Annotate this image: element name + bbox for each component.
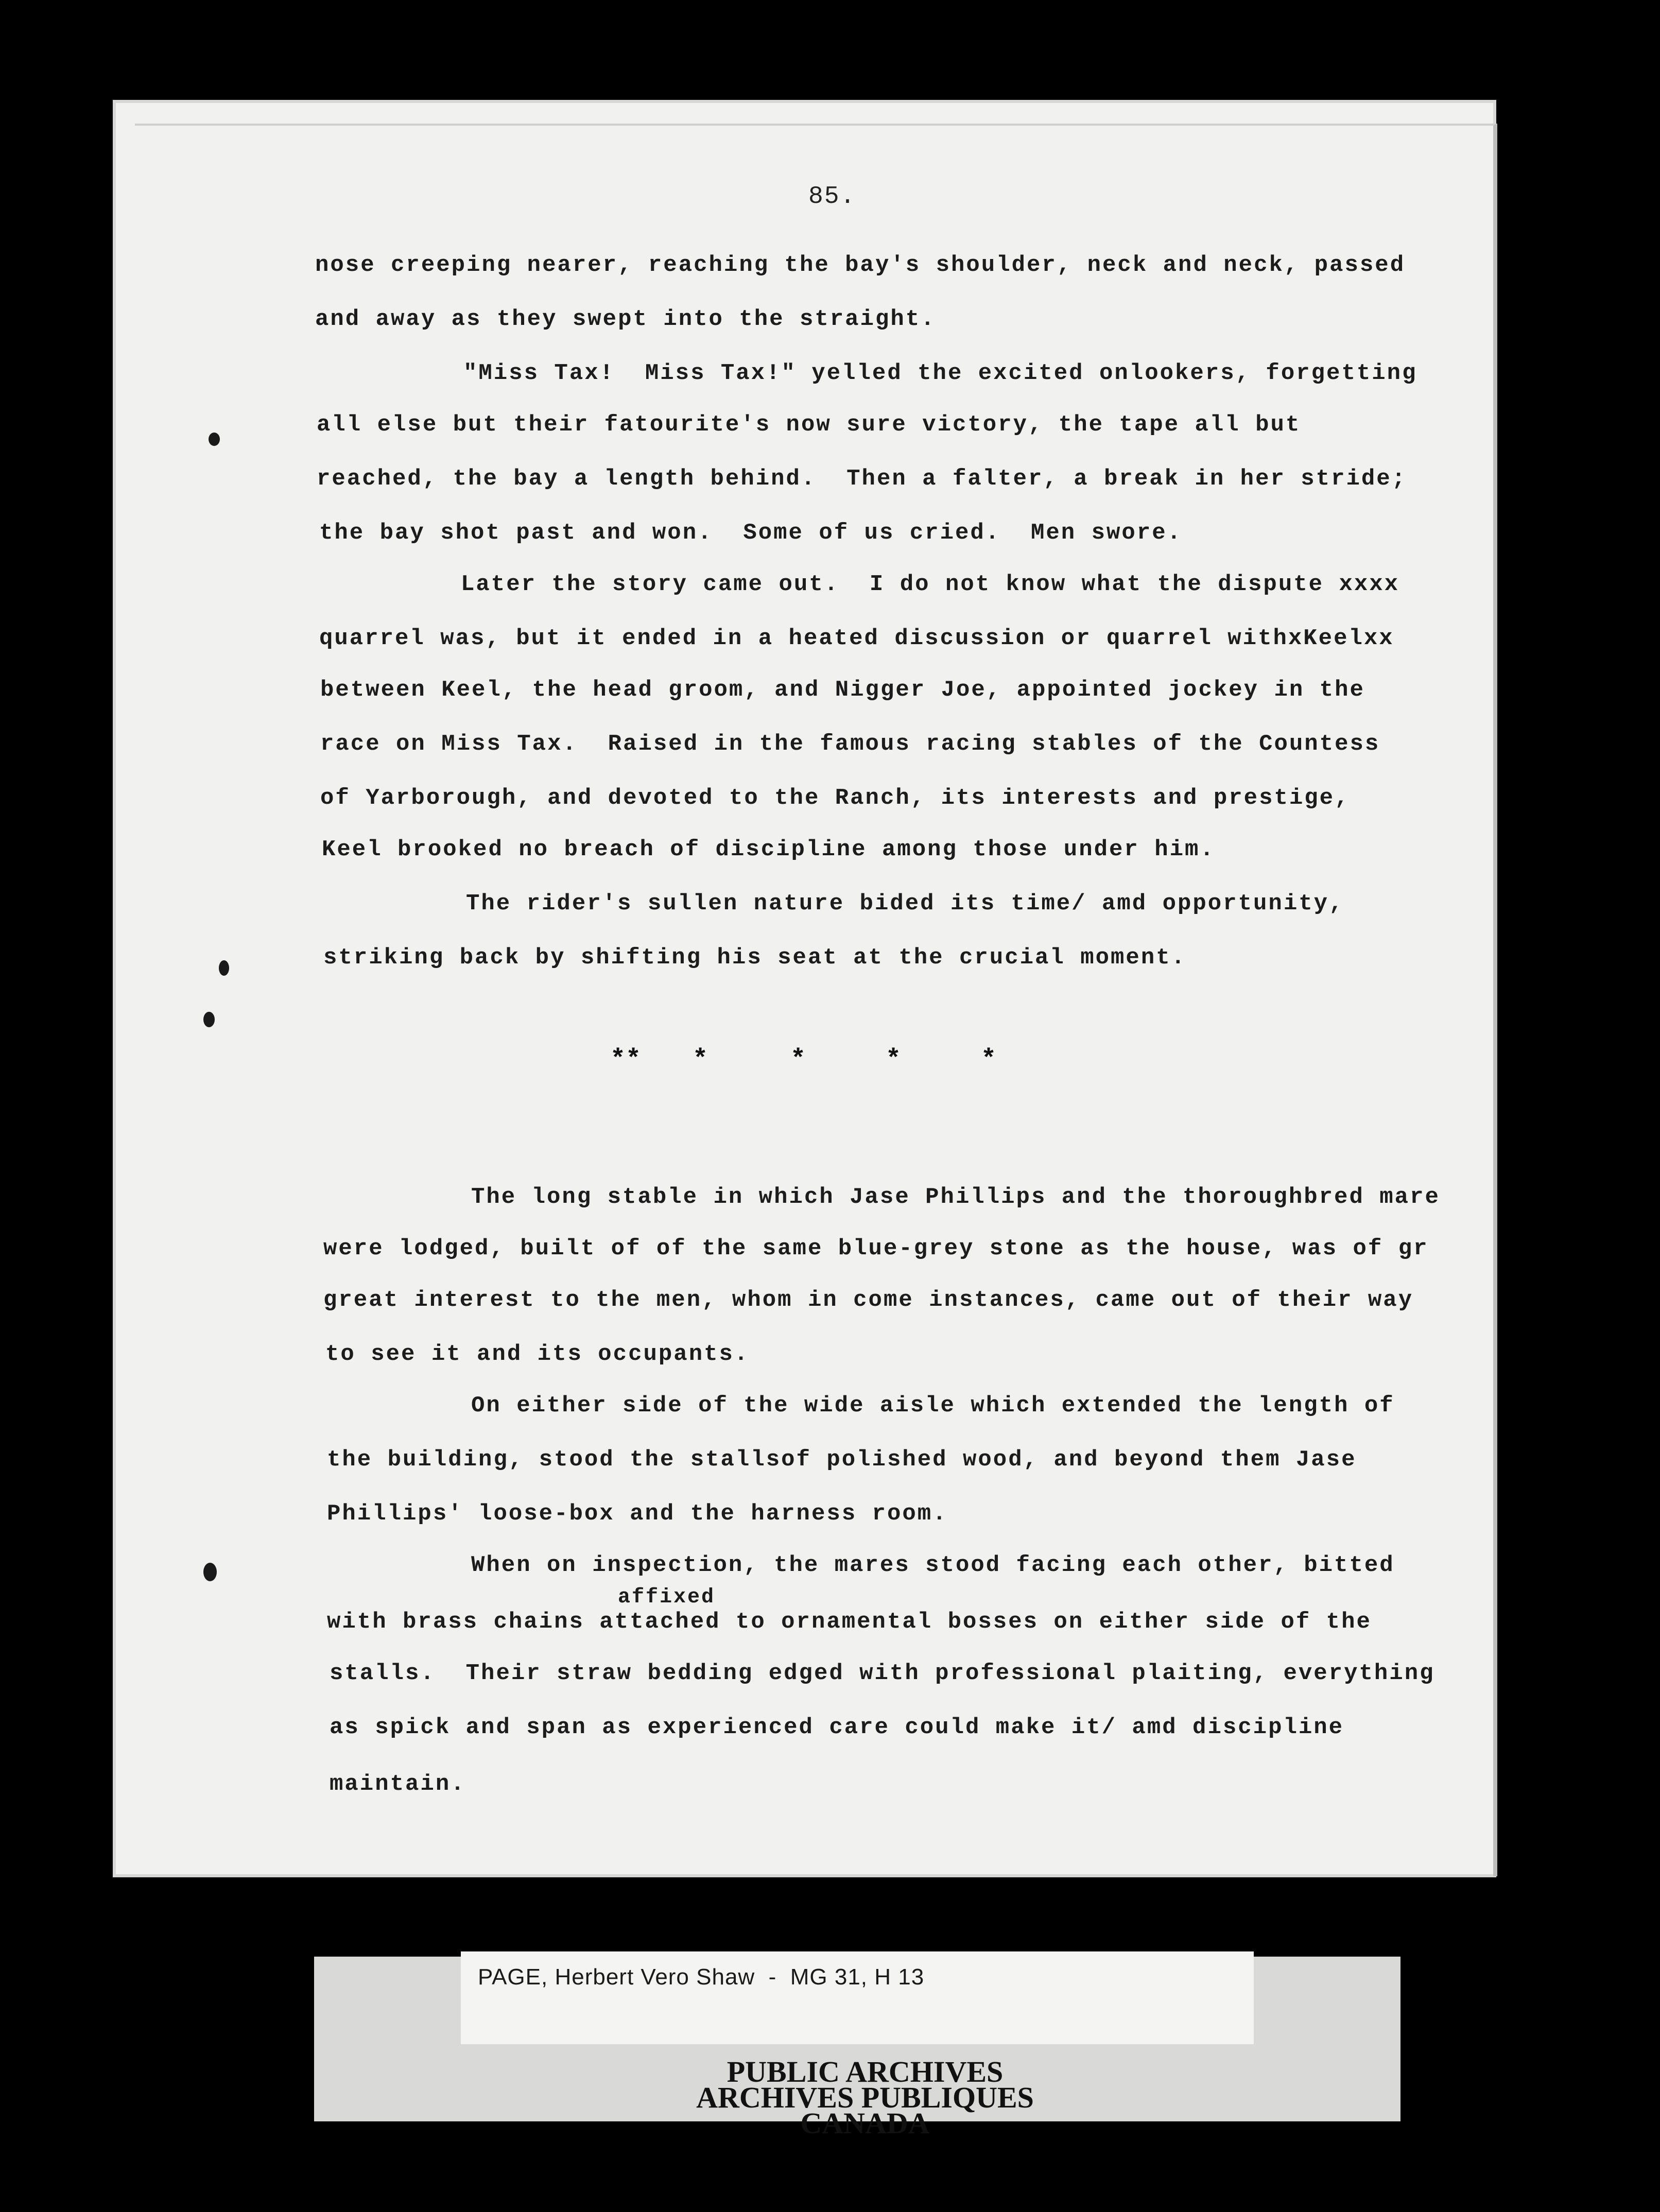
binding-hole-mark bbox=[203, 1563, 217, 1581]
text-line: Phillips' loose-box and the harness room. bbox=[327, 1501, 948, 1527]
text-line: between Keel, the head groom, and Nigger Joe, appointed jockey in the bbox=[320, 677, 1365, 703]
section-break-star: * bbox=[693, 1045, 708, 1075]
text-line: maintain. bbox=[330, 1771, 466, 1797]
text-line: The rider's sullen nature bided its time/ amd opportunity, bbox=[466, 891, 1344, 917]
section-break-star: * bbox=[886, 1045, 902, 1075]
binding-hole-mark bbox=[203, 1012, 215, 1027]
text-line: race on Miss Tax. Raised in the famous racing stables of the Countess bbox=[320, 731, 1380, 757]
archive-stamp-line: PUBLIC ARCHIVES bbox=[727, 2055, 1004, 2088]
text-line: Keel brooked no breach of discipline among those under him. bbox=[322, 837, 1215, 862]
interlinear-insertion: affixed bbox=[618, 1586, 716, 1609]
text-line: stalls. Their straw bedding edged with professional plaiting, everything bbox=[330, 1661, 1435, 1686]
text-line: great interest to the men, whom in come instances, came out of their way bbox=[323, 1287, 1414, 1313]
binding-hole-mark bbox=[219, 960, 229, 976]
archive-stamp-line: CANADA bbox=[800, 2106, 930, 2140]
text-line: reached, the bay a length behind. Then a falter, a break in her stride; bbox=[317, 466, 1407, 492]
section-break-star: ** bbox=[610, 1045, 642, 1075]
text-line: all else but their fatourite's now sure victory, the tape all but bbox=[317, 412, 1301, 438]
binding-hole-mark bbox=[209, 433, 220, 446]
text-line: quarrel was, but it ended in a heated discussion or quarrel withxKeelxx bbox=[319, 626, 1394, 651]
text-line: nose creeping nearer, reaching the bay's shoulder, neck and neck, passed bbox=[315, 252, 1406, 278]
text-line: to see it and its occupants. bbox=[325, 1341, 750, 1367]
page-number: 85. bbox=[808, 183, 856, 211]
text-line: striking back by shifting his seat at the crucial moment. bbox=[323, 945, 1187, 971]
text-line: "Miss Tax! Miss Tax!" yelled the excited onlookers, forgetting bbox=[463, 360, 1417, 386]
text-line: were lodged, built of of the same blue-grey stone as the house, was of gr bbox=[323, 1236, 1429, 1261]
text-line: Later the story came out. I do not know what the dispute xxxx bbox=[461, 572, 1400, 597]
text-line: the bay shot past and won. Some of us cried. Men swore. bbox=[319, 520, 1183, 546]
section-break-star: * bbox=[790, 1045, 806, 1075]
text-line: of Yarborough, and devoted to the Ranch, its interests and prestige, bbox=[320, 785, 1350, 811]
text-line: and away as they swept into the straight. bbox=[315, 306, 936, 332]
archive-reference: PAGE, Herbert Vero Shaw - MG 31, H 13 bbox=[478, 1964, 925, 1990]
text-line: as spick and span as experienced care could make it/ amd discipline bbox=[330, 1715, 1344, 1740]
text-line: with brass chains attached to ornamental bosses on either side of the bbox=[327, 1609, 1372, 1635]
text-line: The long stable in which Jase Phillips and the thoroughbred mare bbox=[471, 1184, 1440, 1210]
text-line: When on inspection, the mares stood facing each other, bitted bbox=[471, 1552, 1395, 1578]
text-line: On either side of the wide aisle which extended the length of bbox=[471, 1393, 1395, 1419]
text-line: the building, stood the stallsof polished wood, and beyond them Jase bbox=[327, 1447, 1357, 1473]
archive-stamp-line: ARCHIVES PUBLIQUES bbox=[696, 2081, 1034, 2114]
section-break-star: * bbox=[981, 1045, 997, 1075]
